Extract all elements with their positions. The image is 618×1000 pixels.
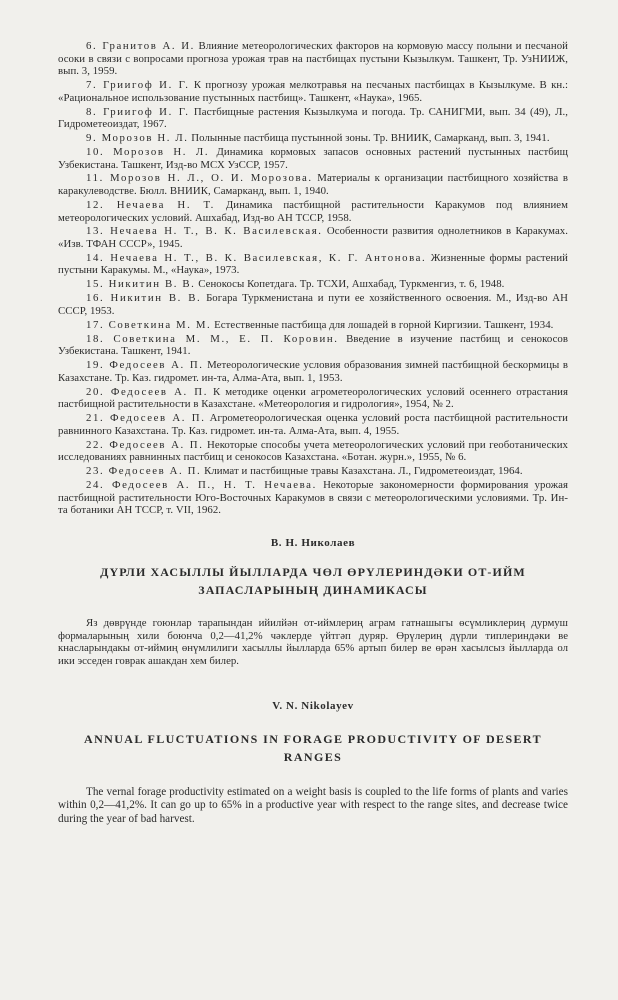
reference-item (58, 292, 568, 317)
turkmen-title: ДҮРЛИ ХАСЫЛЛЫ ЙЫЛЛАРДА ЧӨЛ ӨРҮЛЕРИНДӘКИ ОТ-ИЙМ ЗАПАСЛАРЫНЫҢ ДИНАМИКАСЫ (100, 564, 526, 597)
reference-author: 11. Морозов Н. Л., О. И. Морозова. (86, 172, 313, 185)
reference-author: 20. Федосеев А. П. (86, 385, 208, 398)
reference-author: 18. Советкина М. М., Е. П. Коровин. (86, 332, 339, 345)
reference-item (58, 146, 568, 171)
english-title: ANNUAL FLUCTUATIONS IN FORAGE PRODUCTIVITY OF DESERT RANGES (84, 731, 542, 764)
reference-text: Агрометеорологическая оценка условий роста пастбищной растительности равнинного Казахстана. Тр. Каз. гидромет. ин-та. Алма-Ата, вып. 4, 1955. (58, 412, 568, 437)
reference-author: 21. Федосеев А. П. (86, 412, 206, 425)
reference-text: Естественные пастбища для лошадей в горной Киргизии. Ташкент, 1934. (214, 318, 554, 331)
reference-text: К методике оценки агрометеорологических условий осеннего отрастания пастбищной растительности в Казахстане. «Метеорология и гидрология», 1954, № 2. (58, 385, 568, 411)
reference-author: 16. Никитин В. В. (86, 292, 202, 305)
reference-author: 15. Никитин В. В. (86, 278, 196, 291)
reference-author: 19. Федосеев А. П. (86, 359, 204, 372)
reference-list (58, 40, 568, 517)
reference-text: Богара Туркменистана и пути ее хозяйственного освоения. М., Изд-во АН СССР, 1953. (58, 292, 568, 317)
reference-author: 7. Гриигоф И. Г. (86, 79, 190, 92)
reference-item (58, 79, 568, 104)
turkmen-author: В. Н. Николаев (270, 536, 356, 549)
reference-text: Особенности развития однолетников в Каракумах. «Изв. ТФАН СССР», 1945. (58, 225, 568, 250)
reference-text: Пастбищные растения Кызылкума и погода. Тр. САНИГМИ, вып. 34 (49), Л., Гидрометеоиздат, 1967. (58, 105, 569, 131)
reference-author: 6. Гранитов А. И. (86, 40, 195, 52)
reference-item (58, 132, 568, 145)
reference-author: 24. Федосеев А. П., Н. Т. Нечаева. (86, 478, 317, 491)
reference-author: 14. Нечаева Н. Т., В. К. Василевская, К. Г. Антонова. (86, 251, 427, 264)
reference-item (58, 199, 568, 224)
reference-text: Введение в изучение пастбищ и сенокосов Узбекистана. Ташкент, 1941. (58, 332, 569, 358)
reference-text: Полынные пастбища пустынной зоны. Тр. ВНИИК, Самарканд, вып. 3, 1941. (191, 132, 550, 145)
reference-text: Жизненные формы растений пустыни Каракумы. М., «Наука», 1973. (58, 251, 569, 277)
reference-item (58, 412, 568, 437)
reference-text: Климат и пастбищные травы Казахстана. Л., Гидрометеоиздат, 1964. (204, 465, 523, 478)
reference-author: 13. Нечаева Н. Т., В. К. Василевская. (86, 225, 323, 238)
reference-item (58, 439, 568, 464)
reference-item (58, 252, 568, 277)
reference-item (58, 319, 568, 332)
reference-item (58, 333, 568, 358)
reference-item (58, 40, 568, 78)
reference-author: 17. Советкина М. М. (86, 318, 212, 331)
reference-author: 12. Нечаева Н. Т. (86, 198, 215, 211)
reference-author: 9. Морозов Н. Л. (86, 132, 189, 145)
reference-author: 23. Федосеев А. П. (86, 465, 202, 478)
reference-text: Сенокосы Копетдага. Тр. ТСХИ, Ашхабад, Туркменгиз, т. 6, 1948. (198, 278, 505, 291)
reference-text: К прогнозу урожая мелкотравья на песчаных пастбищах в Кызылкуме. В кн.: «Рациональное использование пустынных пастбищ». Ташкент, «Наука», 1965. (58, 79, 568, 104)
reference-author: 10. Морозов Н. Л. (86, 145, 210, 158)
reference-text: Динамика пастбищной растительности Каракумов под влиянием метеорологических условий. Ашхабад, Изд-во АН ТССР, 1958. (58, 198, 569, 224)
turkmen-abstract: Яз дөврүнде гоюнлар тарапындан ийилйән от-иймлериң аграм гатнашыгы өсүмликлериң дурмуш формаларының хили боюнча 0,2—41,2% чәклерде үйтгәп дуряр. Өрүлериң дүрли типлериндәки ве кнасларындакы от-иймиң өнүмлилиги хасыллы йылларда 65% артып билер ве өрән хасылсыз йылларда ол ики эсседен говрак ашакдан хем билер. (58, 616, 568, 668)
reference-item (58, 172, 568, 197)
reference-item (58, 386, 568, 411)
reference-text: Влияние метеорологических факторов на кормовую массу полыни и песчаной осоки в связи с вопросами прогноза урожая трав на пастбищах пустыни Кызылкум. Ташкент, Тр. УзНИИЖ, вып. 3, 1959. (58, 40, 568, 78)
reference-text: Динамика кормовых запасов основных растений пустынных пастбищ Узбекистана. Ташкент, Изд-во МСХ УзССР, 1957. (58, 145, 569, 171)
reference-item (58, 278, 568, 291)
reference-item (58, 479, 568, 517)
english-author: V. N. Nikolayev (272, 699, 354, 712)
reference-item (58, 359, 568, 384)
reference-text: Некоторые закономерности формирования урожая пастбищной растительности Юго-Восточных Каракумов в связи с метеорологическими условиями. Тр. Ин-та ботаники АН ТССР, т. VII, 1962. (58, 478, 568, 517)
reference-author: 22. Федосеев А. П. (86, 438, 204, 451)
english-abstract: The vernal forage productivity estimated on a weight basis is coupled to the life forms of plants and varies within 0,2—41,2%. It can go up to 65% in a productive year with respect to the range sites, and decrease twice during the year of bad harvest. (58, 785, 568, 825)
reference-text: Материалы к организации пастбищного хозяйства в каракулеводстве. Бюлл. ВНИИК, Самарканд, вып. 1, 1940. (58, 172, 568, 198)
reference-text: Некоторые способы учета метеорологических условий при геоботанических исследованиях равнинных пастбищ и сенокосов Казахстана. «Ботан. журн.», 1955, № 6. (58, 438, 568, 464)
reference-item (58, 465, 568, 478)
reference-item (58, 106, 568, 131)
reference-text: Метеорологические условия образования зимней пастбищной бескормицы в Казахстане. Тр. Каз. гидромет. ин-та, Алма-Ата, вып. 1, 1953. (58, 359, 569, 384)
reference-author: 8. Гриигоф И. Г. (86, 105, 190, 118)
reference-item (58, 225, 568, 250)
